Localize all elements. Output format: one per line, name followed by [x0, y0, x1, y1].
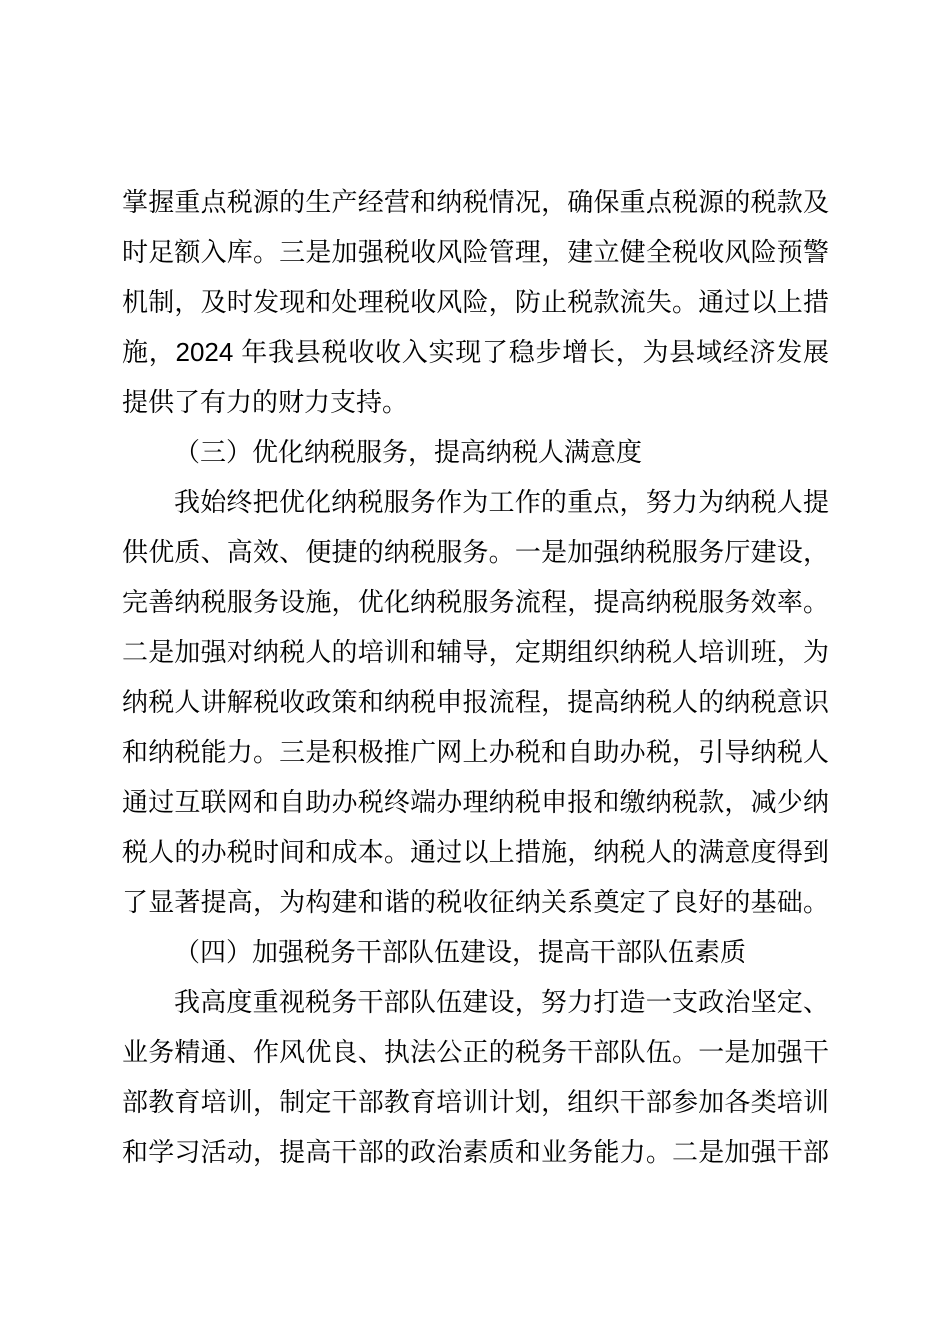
doc-line: 纳税人讲解税收政策和纳税申报流程，提高纳税人的纳税意识 [122, 687, 829, 717]
doc-line: 部教育培训，制定干部教育培训计划，组织干部参加各类培训 [122, 1087, 829, 1117]
doc-line: 掌握重点税源的生产经营和纳税情况，确保重点税源的税款及 [122, 187, 829, 217]
doc-line: 了显著提高，为构建和谐的税收征纳关系奠定了良好的基础。 [122, 887, 829, 917]
doc-line: 提供了有力的财力支持。 [122, 387, 409, 417]
doc-line: 时足额入库。三是加强税收风险管理，建立健全税收风险预警 [122, 237, 829, 267]
doc-line: 和纳税能力。三是积极推广网上办税和自助办税，引导纳税人 [122, 737, 829, 767]
section-heading: （四）加强税务干部队伍建设，提高干部队伍素质 [174, 937, 747, 967]
doc-line: 业务精通、作风优良、执法公正的税务干部队伍。一是加强干 [122, 1037, 829, 1067]
doc-line: 通过互联网和自助办税终端办理纳税申报和缴纳税款，减少纳 [122, 787, 829, 817]
doc-line: 我始终把优化纳税服务作为工作的重点，努力为纳税人提 [174, 487, 829, 517]
doc-line: 二是加强对纳税人的培训和辅导，定期组织纳税人培训班，为 [122, 637, 829, 667]
doc-line: 完善纳税服务设施，优化纳税服务流程，提高纳税服务效率。 [122, 587, 829, 617]
section-heading: （三）优化纳税服务，提高纳税人满意度 [174, 437, 643, 467]
doc-line: 供优质、高效、便捷的纳税服务。一是加强纳税服务厅建设， [122, 537, 829, 567]
doc-line: 税人的办税时间和成本。通过以上措施，纳税人的满意度得到 [122, 837, 829, 867]
doc-line: 我高度重视税务干部队伍建设，努力打造一支政治坚定、 [174, 987, 829, 1017]
doc-line: 和学习活动，提高干部的政治素质和业务能力。二是加强干部 [122, 1137, 829, 1167]
doc-line: 施，2024 年我县税收收入实现了稳步增长，为县域经济发展 [122, 337, 829, 367]
doc-line: 机制，及时发现和处理税收风险，防止税款流失。通过以上措 [122, 287, 829, 317]
